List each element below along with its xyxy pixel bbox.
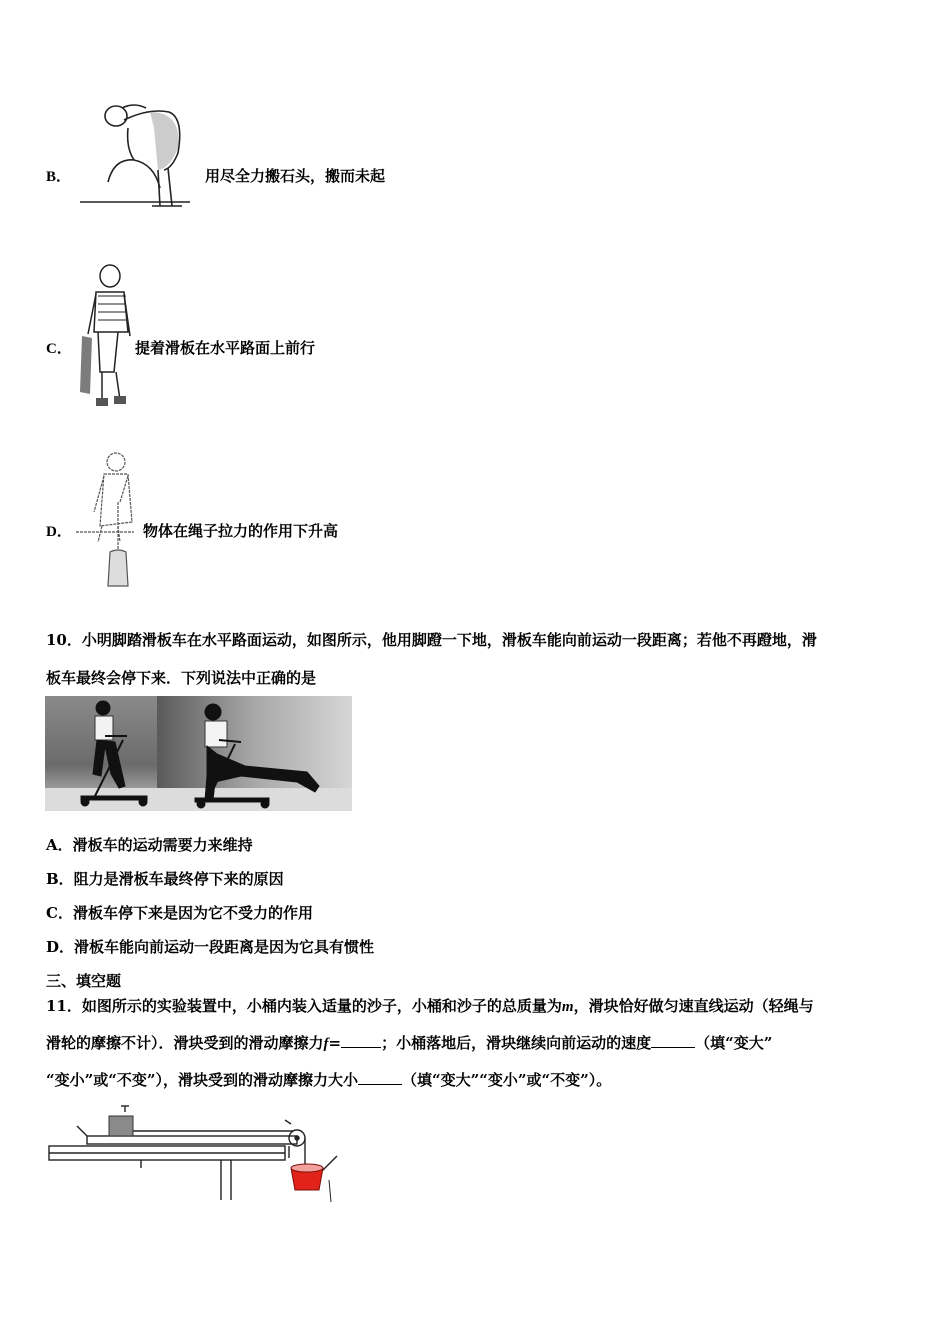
q10-option-a: A．滑板车的运动需要力来维持 <box>46 836 253 854</box>
q11-line3-a: “变小”或“不变”），滑块受到的滑动摩擦力大小 <box>46 1071 359 1089</box>
q11-line3-b: （填“变大”“变小”或“不变”）。 <box>402 1071 612 1089</box>
q10-stem-line2: 板车最终会停下来．下列说法中正确的是 <box>46 669 317 687</box>
blank-friction-change[interactable] <box>358 1070 402 1085</box>
blank-speed[interactable] <box>651 1033 695 1048</box>
option-b-letter: B． <box>46 169 72 185</box>
q11-line2-b: ；小桶落地后，滑块继续向前运动的速度 <box>381 1034 652 1052</box>
pulley-apparatus-diagram <box>45 1102 340 1207</box>
q10-stem-line1: 10．小明脚踏滑板车在水平路面运动，如图所示，他用脚蹬一下地，滑板车能向前运动一段距离；若他不再蹬地，滑 <box>46 631 817 649</box>
q11-line1-end: ，滑块恰好做匀速直线运动（轻绳与 <box>573 997 814 1015</box>
blank-friction[interactable] <box>341 1033 381 1048</box>
option-c-letter: C． <box>46 341 72 357</box>
q11-line1-text: 11．如图所示的实验装置中，小桶内装入适量的沙子，小桶和沙子的总质量为 <box>46 997 562 1015</box>
var-m: m <box>561 999 574 1015</box>
q11-line2-c: （填“变大” <box>695 1034 773 1052</box>
q11-stem-line2 <box>46 1032 772 1053</box>
option-b-text: 用尽全力搬石头，搬而未起 <box>205 167 386 185</box>
carrying-skateboard-illustration <box>74 262 136 414</box>
option-d-letter: D． <box>46 524 72 540</box>
q10-option-c: C．滑板车停下来是因为它不受力的作用 <box>46 904 313 922</box>
option-c-text: 提着滑板在水平路面上前行 <box>135 339 316 357</box>
q10-option-d: D．滑板车能向前运动一段距离是因为它具有惯性 <box>46 938 375 956</box>
scooter-photo <box>45 696 352 811</box>
lifting-bucket-rope-illustration <box>74 452 138 592</box>
lifting-stone-illustration <box>74 98 194 210</box>
section-heading: 三、填空题 <box>46 972 122 990</box>
equals-sign: = <box>328 1034 342 1052</box>
q11-stem-line1 <box>46 995 814 1016</box>
q10-option-b: B．阻力是滑板车最终停下来的原因 <box>46 870 284 888</box>
q11-line2-a: 滑轮的摩擦不计）．滑块受到的滑动摩擦力 <box>46 1034 324 1052</box>
var-f: f <box>323 1036 329 1052</box>
q11-stem-line3 <box>46 1069 611 1090</box>
option-d-text: 物体在绳子拉力的作用下升高 <box>143 522 339 540</box>
